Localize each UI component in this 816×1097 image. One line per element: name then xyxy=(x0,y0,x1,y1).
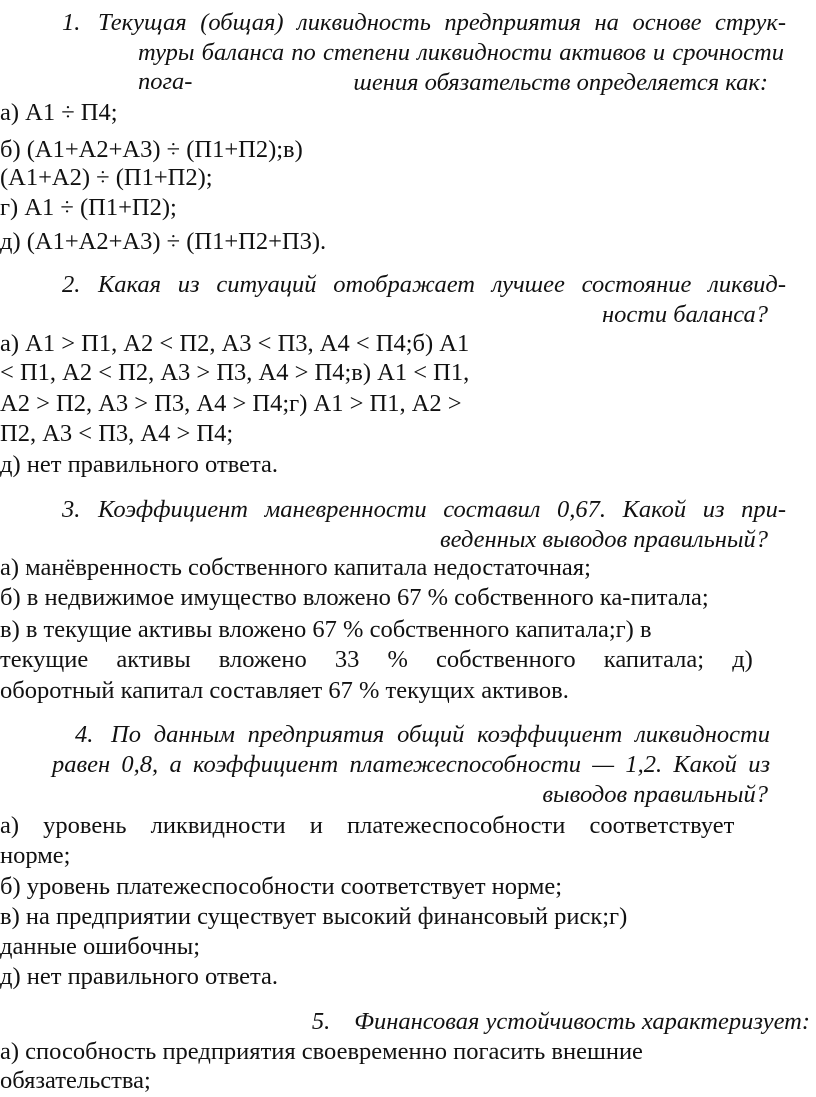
question-5-title: 5. Финансовая устойчивость характеризует: xyxy=(311,1008,810,1035)
question-1-title-line-3: шения обязательств определяется как: xyxy=(353,69,768,96)
question-4-number: 4. xyxy=(75,721,94,748)
question-3-answer-d: оборотный капитал составляет 67 % текущих активов. xyxy=(0,677,569,704)
question-1-answer-a: а) А1 ÷ П4; xyxy=(0,99,118,126)
question-3-answer-b: б) в недвижимое имущество вложено 67 % собственного ка-питала; xyxy=(0,584,709,611)
question-3-answer-v: в) в текущие активы вложено 67 % собственного капитала;г) в xyxy=(0,616,652,643)
question-2-answer-line-2: < П1, А2 < П2, А3 > П3, А4 > П4;в) А1 < П1, xyxy=(0,359,470,386)
question-4-answer-a: а) уровень ликвидности и платежеспособности соответствует xyxy=(0,812,735,839)
question-2-answer-line-1: а) А1 > П1, А2 < П2, А3 < П3, А4 < П4;б) А1 xyxy=(0,330,470,357)
question-1-answer-b-cont: (А1+А2) ÷ (П1+П2); xyxy=(0,164,213,191)
question-4-title-line-1: 4. По данным предприятия общий коэффициент ликвидности xyxy=(75,721,770,748)
question-4-answer-a-cont: норме; xyxy=(0,842,71,869)
question-3-title-line-2: веденных выводов правильный? xyxy=(440,526,768,553)
question-4-title-line-3: выводов правильный? xyxy=(542,781,768,808)
question-5-number: 5. xyxy=(311,1008,331,1035)
question-2-number: 2. xyxy=(62,271,81,298)
question-5-answer-a: а) способность предприятия своевременно погасить внешние xyxy=(0,1038,643,1065)
question-2-title-line-2: ности баланса? xyxy=(601,301,768,328)
question-3-answer-g: текущие активы вложено 33 % собственного капитала; д) xyxy=(0,646,753,673)
question-4-answer-b: б) уровень платежеспособности соответствует норме; xyxy=(0,873,563,900)
question-1-title-line-2: туры баланса по степени ликвидности активов и срочности пога- xyxy=(138,39,784,95)
question-4-answer-v: в) на предприятии существует высокий финансовый риск;г) xyxy=(0,903,628,930)
question-3-answer-a: а) манёвренность собственного капитала недостаточная; xyxy=(0,554,591,581)
question-3-number: 3. xyxy=(62,496,81,523)
question-1-answer-g: г) А1 ÷ (П1+П2); xyxy=(0,194,177,221)
question-5-answer-a-cont: обязательства; xyxy=(0,1067,151,1094)
question-1-title-line-1: 1. Текущая (общая) ликвидность предприятия на основе струк- xyxy=(62,9,786,36)
question-2-answer-line-3: А2 > П2, А3 > П3, А4 > П4;г) А1 > П1, А2 > xyxy=(0,390,462,417)
question-1-answer-d: д) (А1+А2+А3) ÷ (П1+П2+П3). xyxy=(0,228,327,255)
question-2-title-line-1: 2. Какая из ситуаций отображает лучшее состояние ликвид- xyxy=(62,271,786,298)
question-4-title-line-2: равен 0,8, а коэффициент платежеспособности — 1,2. Какой из xyxy=(52,751,770,778)
question-2-answer-line-4: П2, А3 < П3, А4 > П4; xyxy=(0,420,234,447)
question-2-answer-d: д) нет правильного ответа. xyxy=(0,451,278,478)
question-4-answer-v-cont: данные ошибочны; xyxy=(0,933,201,960)
question-3-title-line-1: 3. Коэффициент маневренности составил 0,67. Какой из при- xyxy=(62,496,786,523)
question-4-answer-d: д) нет правильного ответа. xyxy=(0,963,278,990)
question-1-number: 1. xyxy=(62,9,81,36)
question-1-answer-b: б) (А1+А2+А3) ÷ (П1+П2);в) xyxy=(0,136,303,163)
